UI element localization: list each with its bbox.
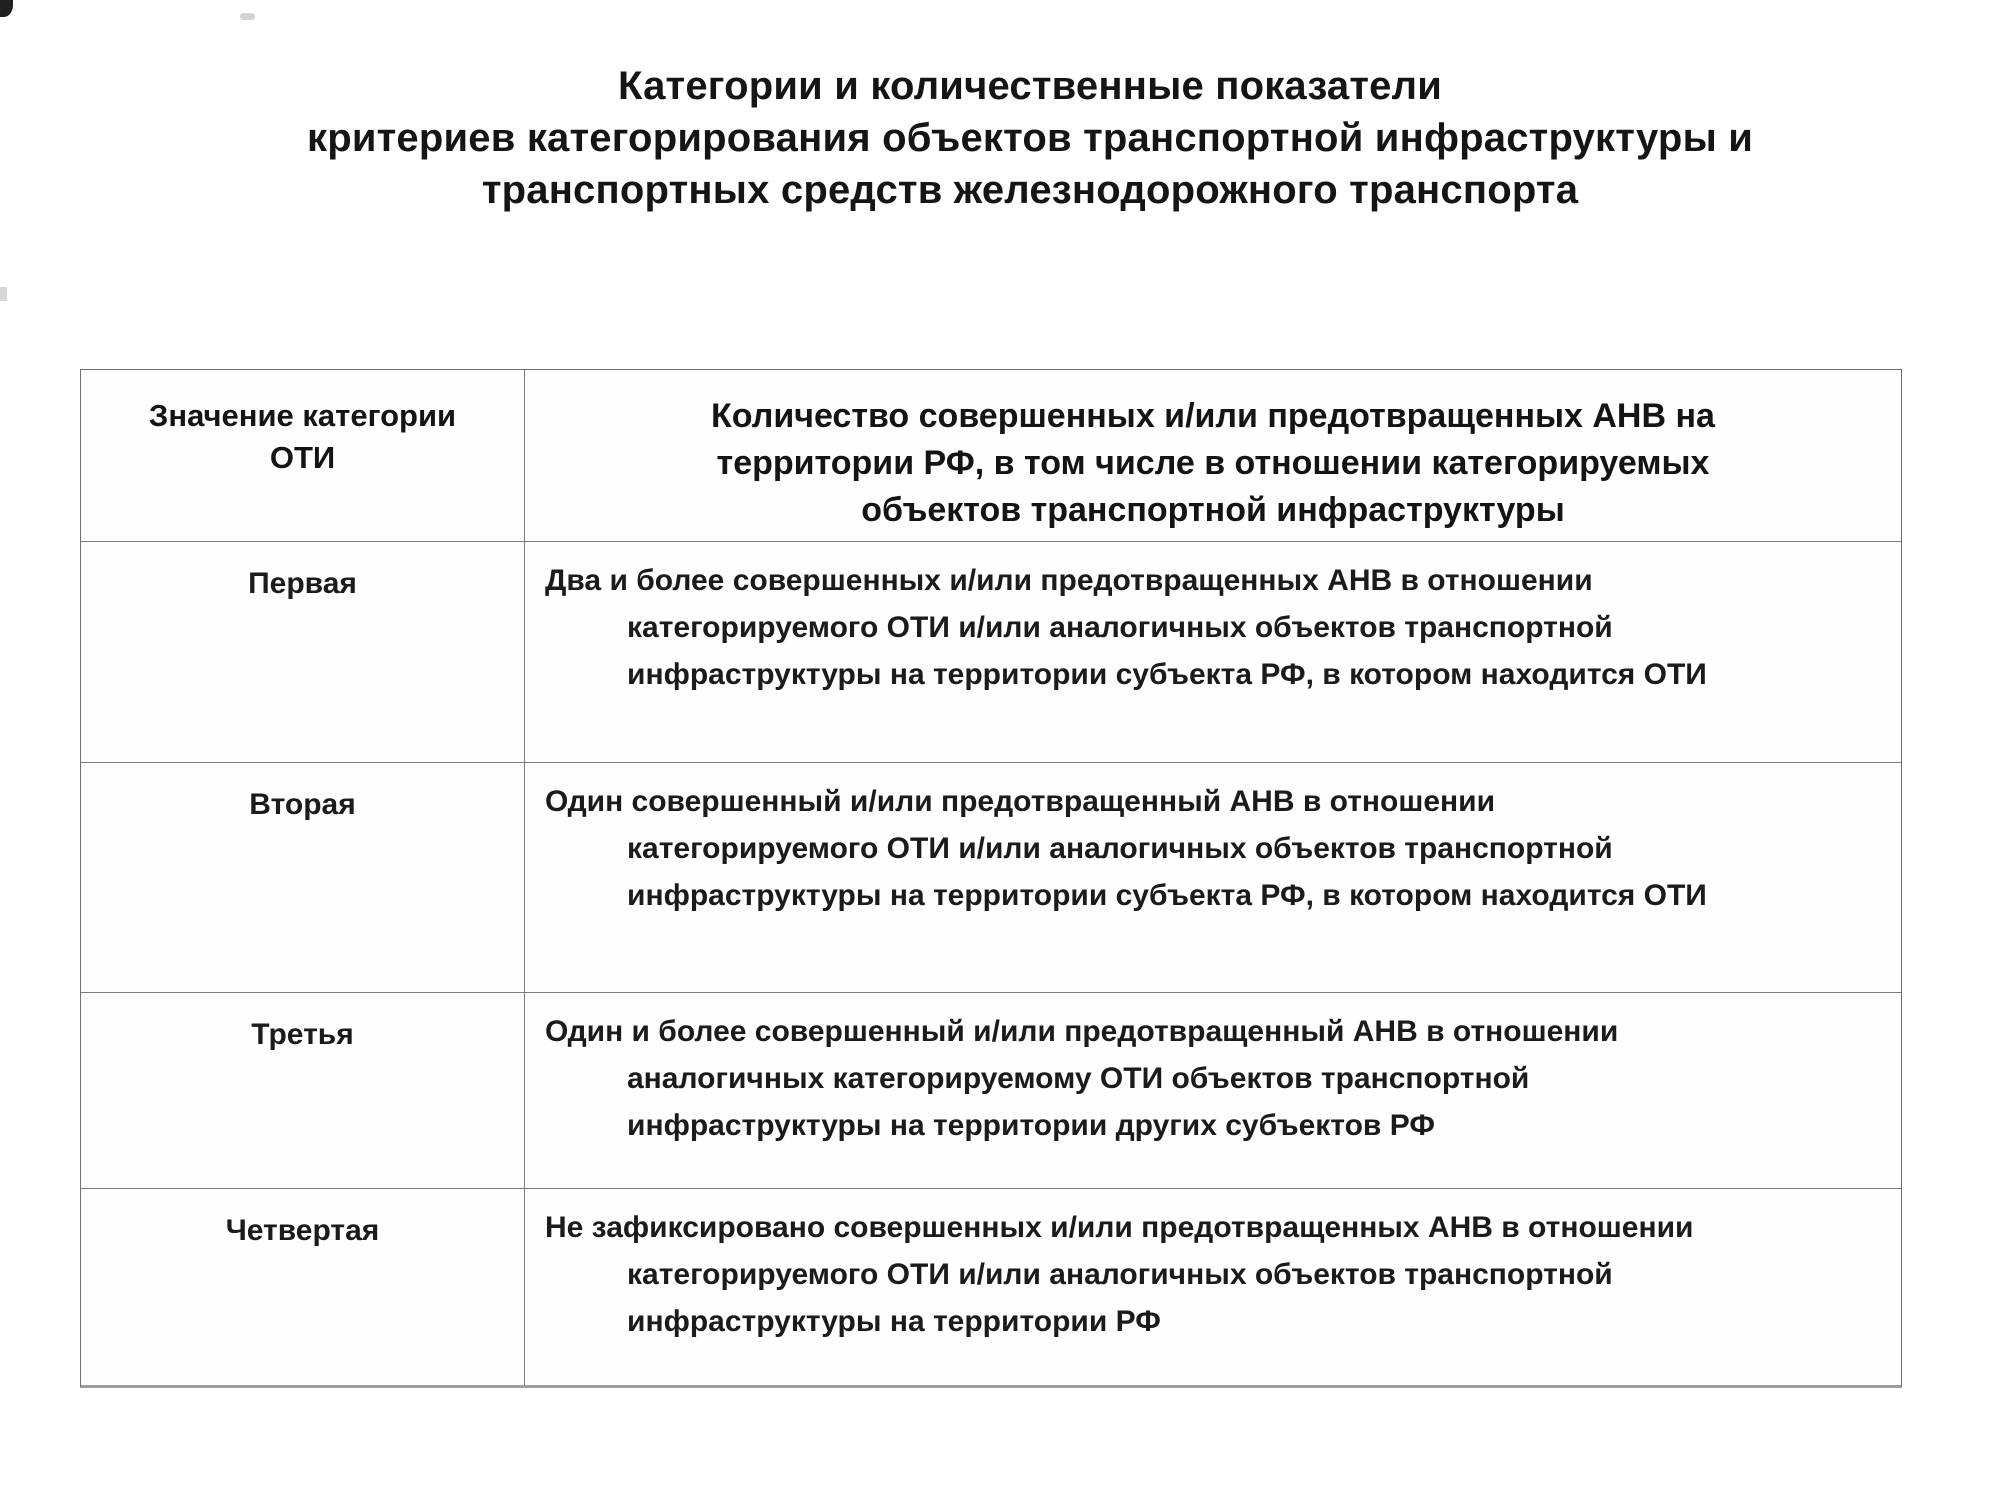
category-cell-second: Вторая: [81, 763, 525, 993]
criteria-cell-fourth: Не зафиксировано совершенных и/или предотвращенных АНВ в отношении категорируемого ОТИ и/или аналогичных объектов транспортной инфраструктуры на территории РФ: [545, 1211, 1694, 1338]
category-cell-fourth: Четвертая: [81, 1189, 525, 1385]
categories-table: [80, 369, 1902, 1388]
criteria-cell-second: Один совершенный и/или предотвращенный АНВ в отношении категорируемого ОТИ и/или аналогичных объектов транспортной инфраструктуры на территории субъекта РФ, в котором находится ОТИ: [525, 763, 1901, 993]
criteria-cell-third: Один и более совершенный и/или предотвращенный АНВ в отношении аналогичных категорируемому ОТИ объектов транспортной инфраструктуры на территории других субъектов РФ: [525, 993, 1901, 1189]
column-header-anv-count: Количество совершенных и/или предотвращенных АНВ на территории РФ, в том числе в отношении категорируемых объектов транспортной инфраструктуры: [525, 370, 1901, 542]
scan-artifact-left-edge: [0, 287, 7, 301]
page-title: Категории и количественные показатели критериев категорирования объектов транспортной инфраструктуры и транспортных средств железнодорожного транспорта: [306, 64, 1754, 212]
category-cell-third: Третья: [81, 993, 525, 1189]
scan-artifact-dash: [240, 13, 255, 20]
column-header-category-value: Значение категории ОТИ: [81, 370, 525, 542]
category-cell-first: Первая: [81, 542, 525, 763]
scan-artifact-corner: [0, 0, 13, 17]
criteria-cell-first: Два и более совершенных и/или предотвращенных АНВ в отношении категорируемого ОТИ и/или аналогичных объектов транспортной инфраструктуры на территории субъекта РФ, в котором находится ОТИ: [525, 542, 1901, 763]
